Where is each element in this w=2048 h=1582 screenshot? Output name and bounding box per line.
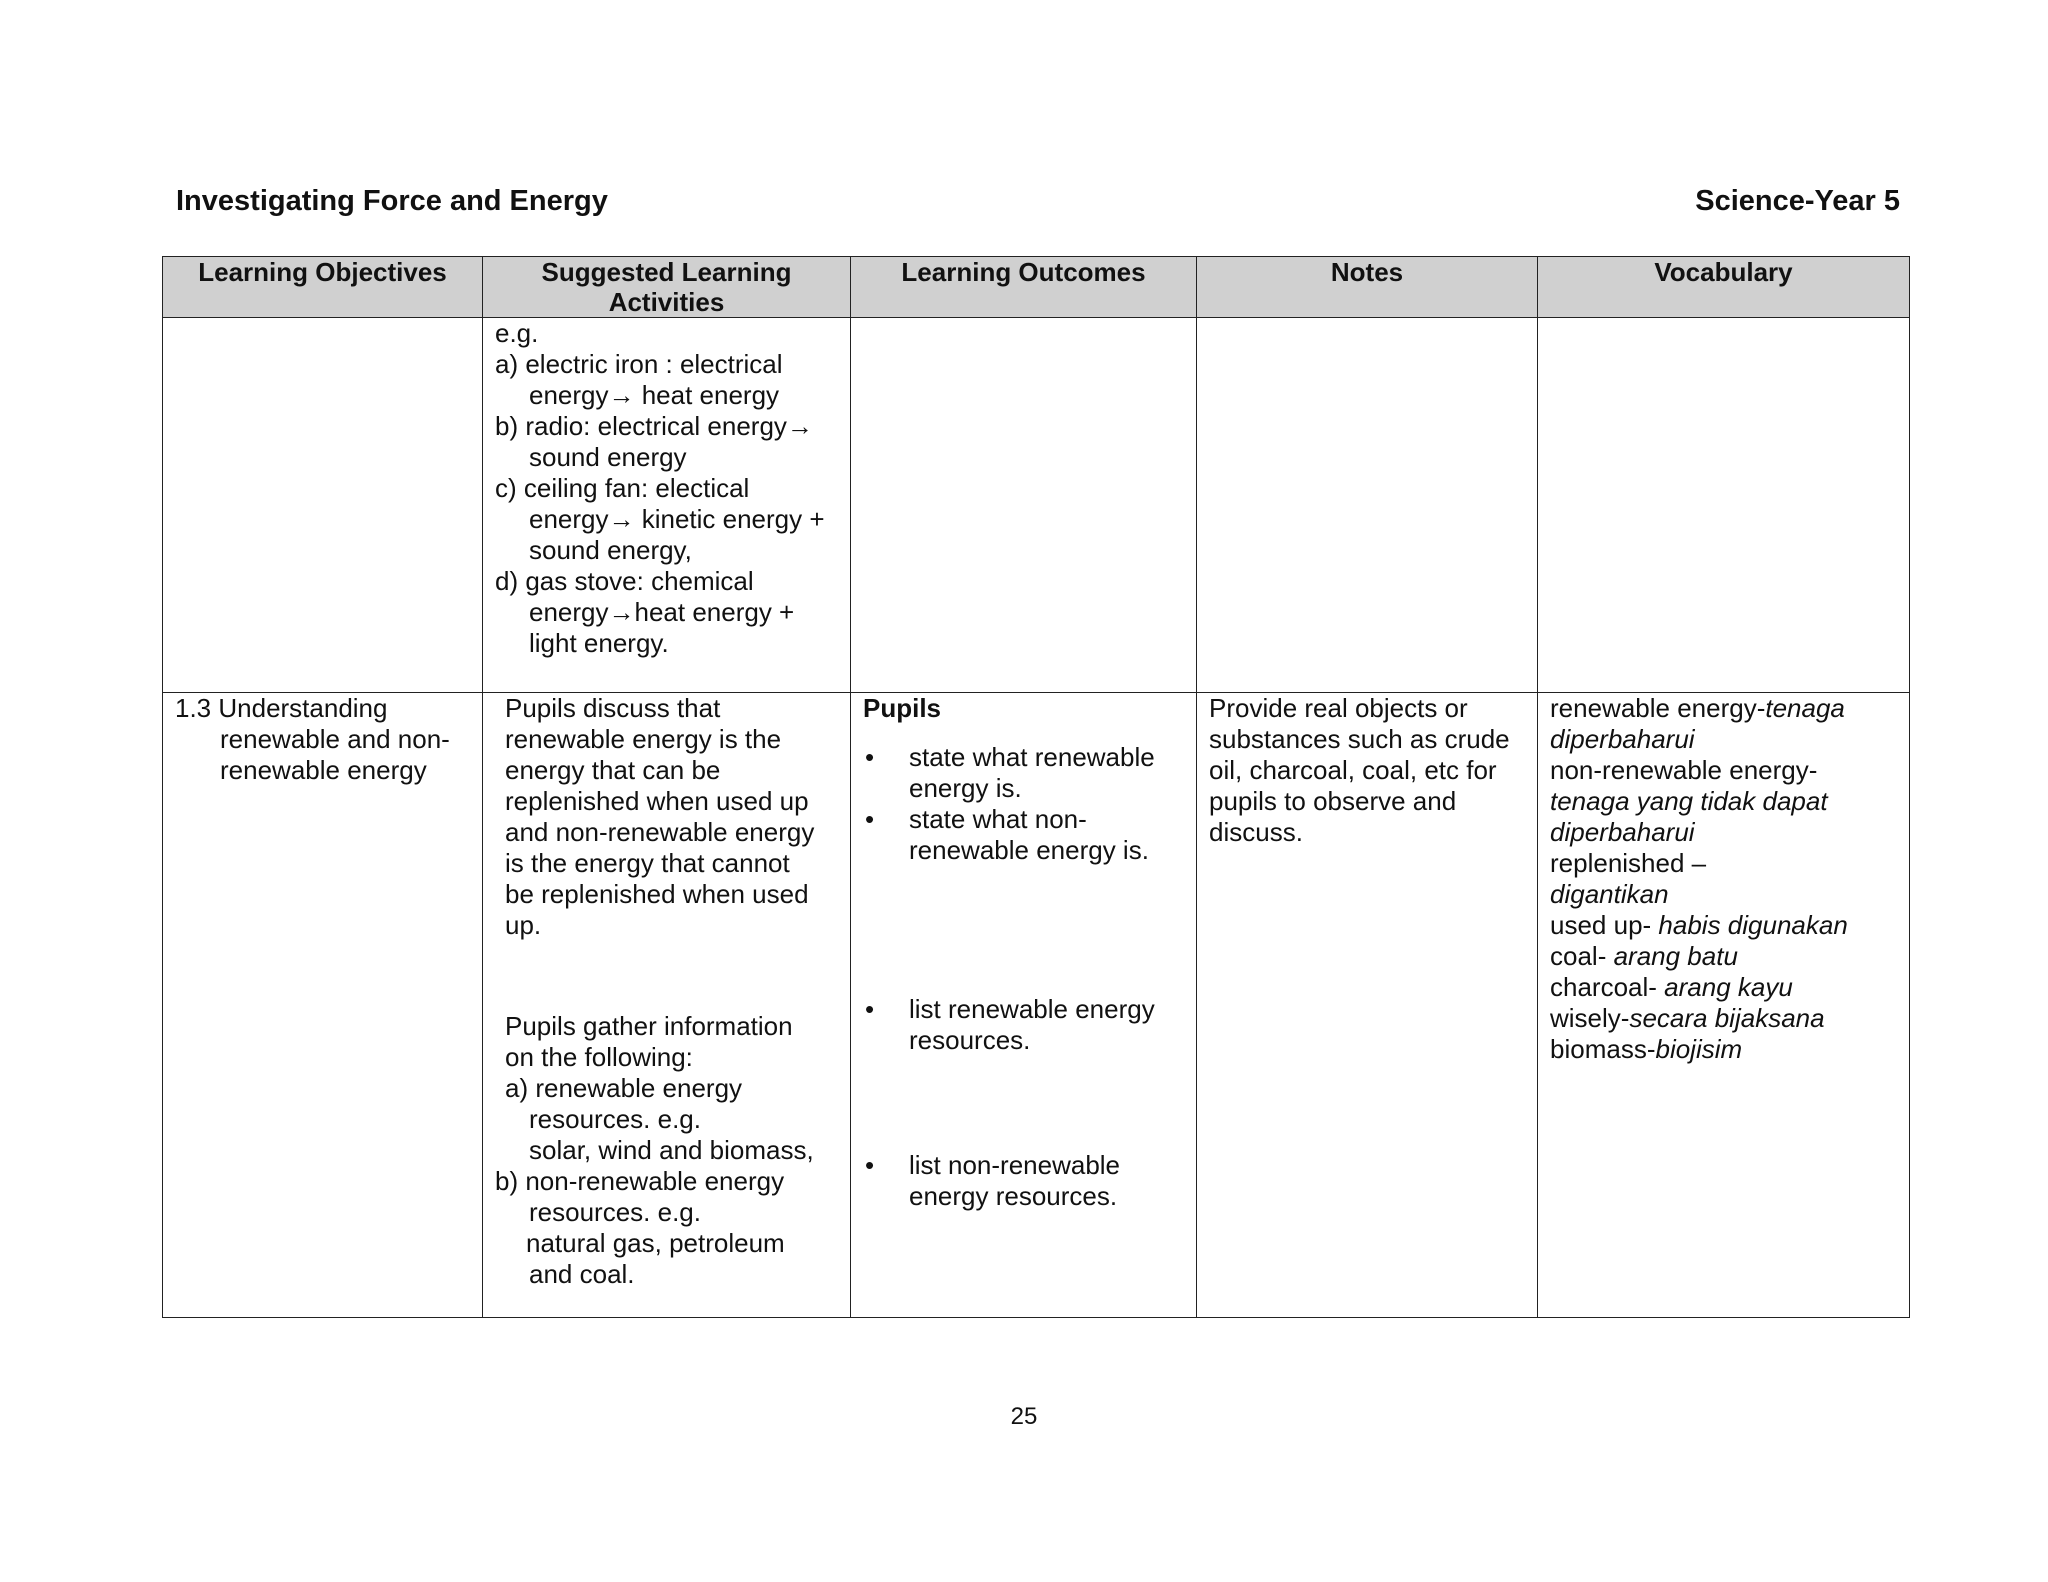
text-line: pupils to observe and [1209, 786, 1457, 816]
cell-outcomes [851, 318, 1197, 693]
column-header-line: Suggested Learning [541, 257, 792, 287]
text-line: resources. e.g. [529, 1197, 701, 1227]
cell-outcomes [851, 693, 1197, 1318]
vocab-translation: arang batu [1613, 941, 1738, 971]
cell-notes [1197, 693, 1538, 1318]
vocab-term: renewable energy- [1550, 693, 1766, 723]
text-line: resources. e.g. [529, 1104, 701, 1134]
cell-activities [483, 693, 851, 1318]
outcomes-heading: Pupils [863, 693, 942, 723]
subject-title: Science-Year 5 [1695, 185, 1900, 217]
text-line: energy is. [909, 773, 1022, 803]
spacer [863, 724, 1184, 736]
vocab-translation: arang kayu [1664, 972, 1793, 1002]
text-line: resources. [909, 1025, 1031, 1055]
table-row [163, 318, 1910, 693]
page-header [176, 185, 1900, 218]
vocab-line [1550, 941, 1897, 972]
vocab-line [1550, 724, 1897, 755]
vocab-term: coal- [1550, 941, 1614, 971]
text-line: energy→ kinetic energy + [529, 504, 825, 534]
vocab-translation: tenaga [1765, 693, 1845, 723]
text-line: c) ceiling fan: electical [495, 473, 750, 503]
text-line: Pupils discuss that [505, 693, 721, 723]
column-header-suggested-learning-activities [483, 257, 851, 318]
text-line: renewable energy is. [909, 835, 1149, 865]
text-line: b) radio: electrical energy→ [495, 411, 813, 441]
vocab-translation: digantikan [1550, 879, 1669, 909]
text-line: oil, charcoal, coal, etc for [1209, 755, 1497, 785]
text-line: 1.3 Understanding [175, 693, 388, 723]
column-header-line: Activities [608, 287, 725, 317]
text-line: d) gas stove: chemical [495, 566, 754, 596]
section-title: Investigating Force and Energy [176, 185, 608, 217]
text-line: and non-renewable energy [505, 817, 815, 847]
vocab-translation: habis digunakan [1658, 910, 1848, 940]
page-number: 25 [1010, 1403, 1038, 1430]
text-line: a) electric iron : electrical [495, 349, 783, 379]
text-line: energy→ heat energy [529, 380, 780, 410]
vocab-line [1550, 693, 1897, 724]
text-line: is the energy that cannot [505, 848, 790, 878]
cell-objective [163, 318, 483, 693]
list-item [863, 994, 1184, 1056]
column-header-notes: Notes [1197, 257, 1538, 318]
text-line: state what non- [909, 804, 1087, 834]
vocab-translation: biojisim [1655, 1034, 1743, 1064]
text-line: up. [505, 910, 542, 940]
text-line: energy that can be [505, 755, 721, 785]
bullet-icon: • [865, 994, 875, 1024]
column-header-vocabulary: Vocabulary [1538, 257, 1910, 318]
vocab-translation: tenaga yang tidak dapat [1550, 786, 1828, 816]
text-line: solar, wind and biomass, [529, 1135, 814, 1165]
activity-gather [495, 1011, 838, 1290]
text-line: light energy. [529, 628, 669, 658]
text-line: list renewable energy [909, 994, 1155, 1024]
text-line: energy resources. [909, 1181, 1118, 1211]
text-line: be replenished when used [505, 879, 809, 909]
text-line: sound energy, [529, 535, 692, 565]
vocab-term: replenished – [1550, 848, 1707, 878]
text-line: b) non-renewable energy [495, 1166, 785, 1196]
vocab-line [1550, 817, 1897, 848]
cell-vocabulary [1538, 318, 1910, 693]
spacer [495, 941, 838, 1011]
text-line: state what renewable [909, 742, 1155, 772]
vocab-line [1550, 1003, 1897, 1034]
vocab-term: used up- [1550, 910, 1659, 940]
bullet-icon: • [865, 742, 875, 772]
vocab-term: biomass- [1550, 1034, 1656, 1064]
vocab-term: charcoal- [1550, 972, 1665, 1002]
vocab-line [1550, 786, 1897, 817]
vocab-translation: diperbaharui [1550, 724, 1695, 754]
text-line: replenished when used up [505, 786, 809, 816]
vocab-term: wisely- [1550, 1003, 1630, 1033]
activity-discuss [495, 693, 838, 941]
text-line: and coal. [529, 1259, 635, 1289]
vocab-line [1550, 848, 1897, 879]
vocab-line [1550, 910, 1897, 941]
text-line: on the following: [505, 1042, 693, 1072]
text-line: a) renewable energy [505, 1073, 743, 1103]
text-line: renewable energy [220, 755, 427, 785]
bullet-icon: • [865, 804, 875, 834]
bullet-icon: • [865, 1150, 875, 1180]
list-item [863, 804, 1184, 866]
table-header-row [163, 257, 1910, 318]
text-line: Pupils gather information [505, 1011, 793, 1041]
vocab-translation: diperbaharui [1550, 817, 1695, 847]
cell-activities [483, 318, 851, 693]
vocab-line [1550, 972, 1897, 1003]
vocab-line [1550, 755, 1897, 786]
text-line: substances such as crude [1209, 724, 1510, 754]
text-line: sound energy [529, 442, 687, 472]
text-line: discuss. [1209, 817, 1303, 847]
syllabus-table [162, 256, 1910, 1318]
text-line: energy→heat energy + [529, 597, 795, 627]
table-row [163, 693, 1910, 1318]
text-line: list non-renewable [909, 1150, 1121, 1180]
vocab-line [1550, 1034, 1897, 1065]
list-item [863, 1150, 1184, 1212]
text-line: renewable energy is the [505, 724, 782, 754]
cell-notes [1197, 318, 1538, 693]
text-line: natural gas, petroleum [526, 1228, 785, 1258]
text-line: renewable and non- [220, 724, 450, 754]
cell-objective [163, 693, 483, 1318]
vocab-term: non-renewable energy- [1550, 755, 1818, 785]
cell-vocabulary [1538, 693, 1910, 1318]
text-line: e.g. [495, 318, 539, 348]
vocab-line [1550, 879, 1897, 910]
vocab-translation: secara bijaksana [1629, 1003, 1825, 1033]
list-item [863, 742, 1184, 804]
text-line: Provide real objects or [1209, 693, 1468, 723]
column-header-learning-objectives: Learning Objectives [163, 257, 483, 318]
column-header-learning-outcomes: Learning Outcomes [851, 257, 1197, 318]
